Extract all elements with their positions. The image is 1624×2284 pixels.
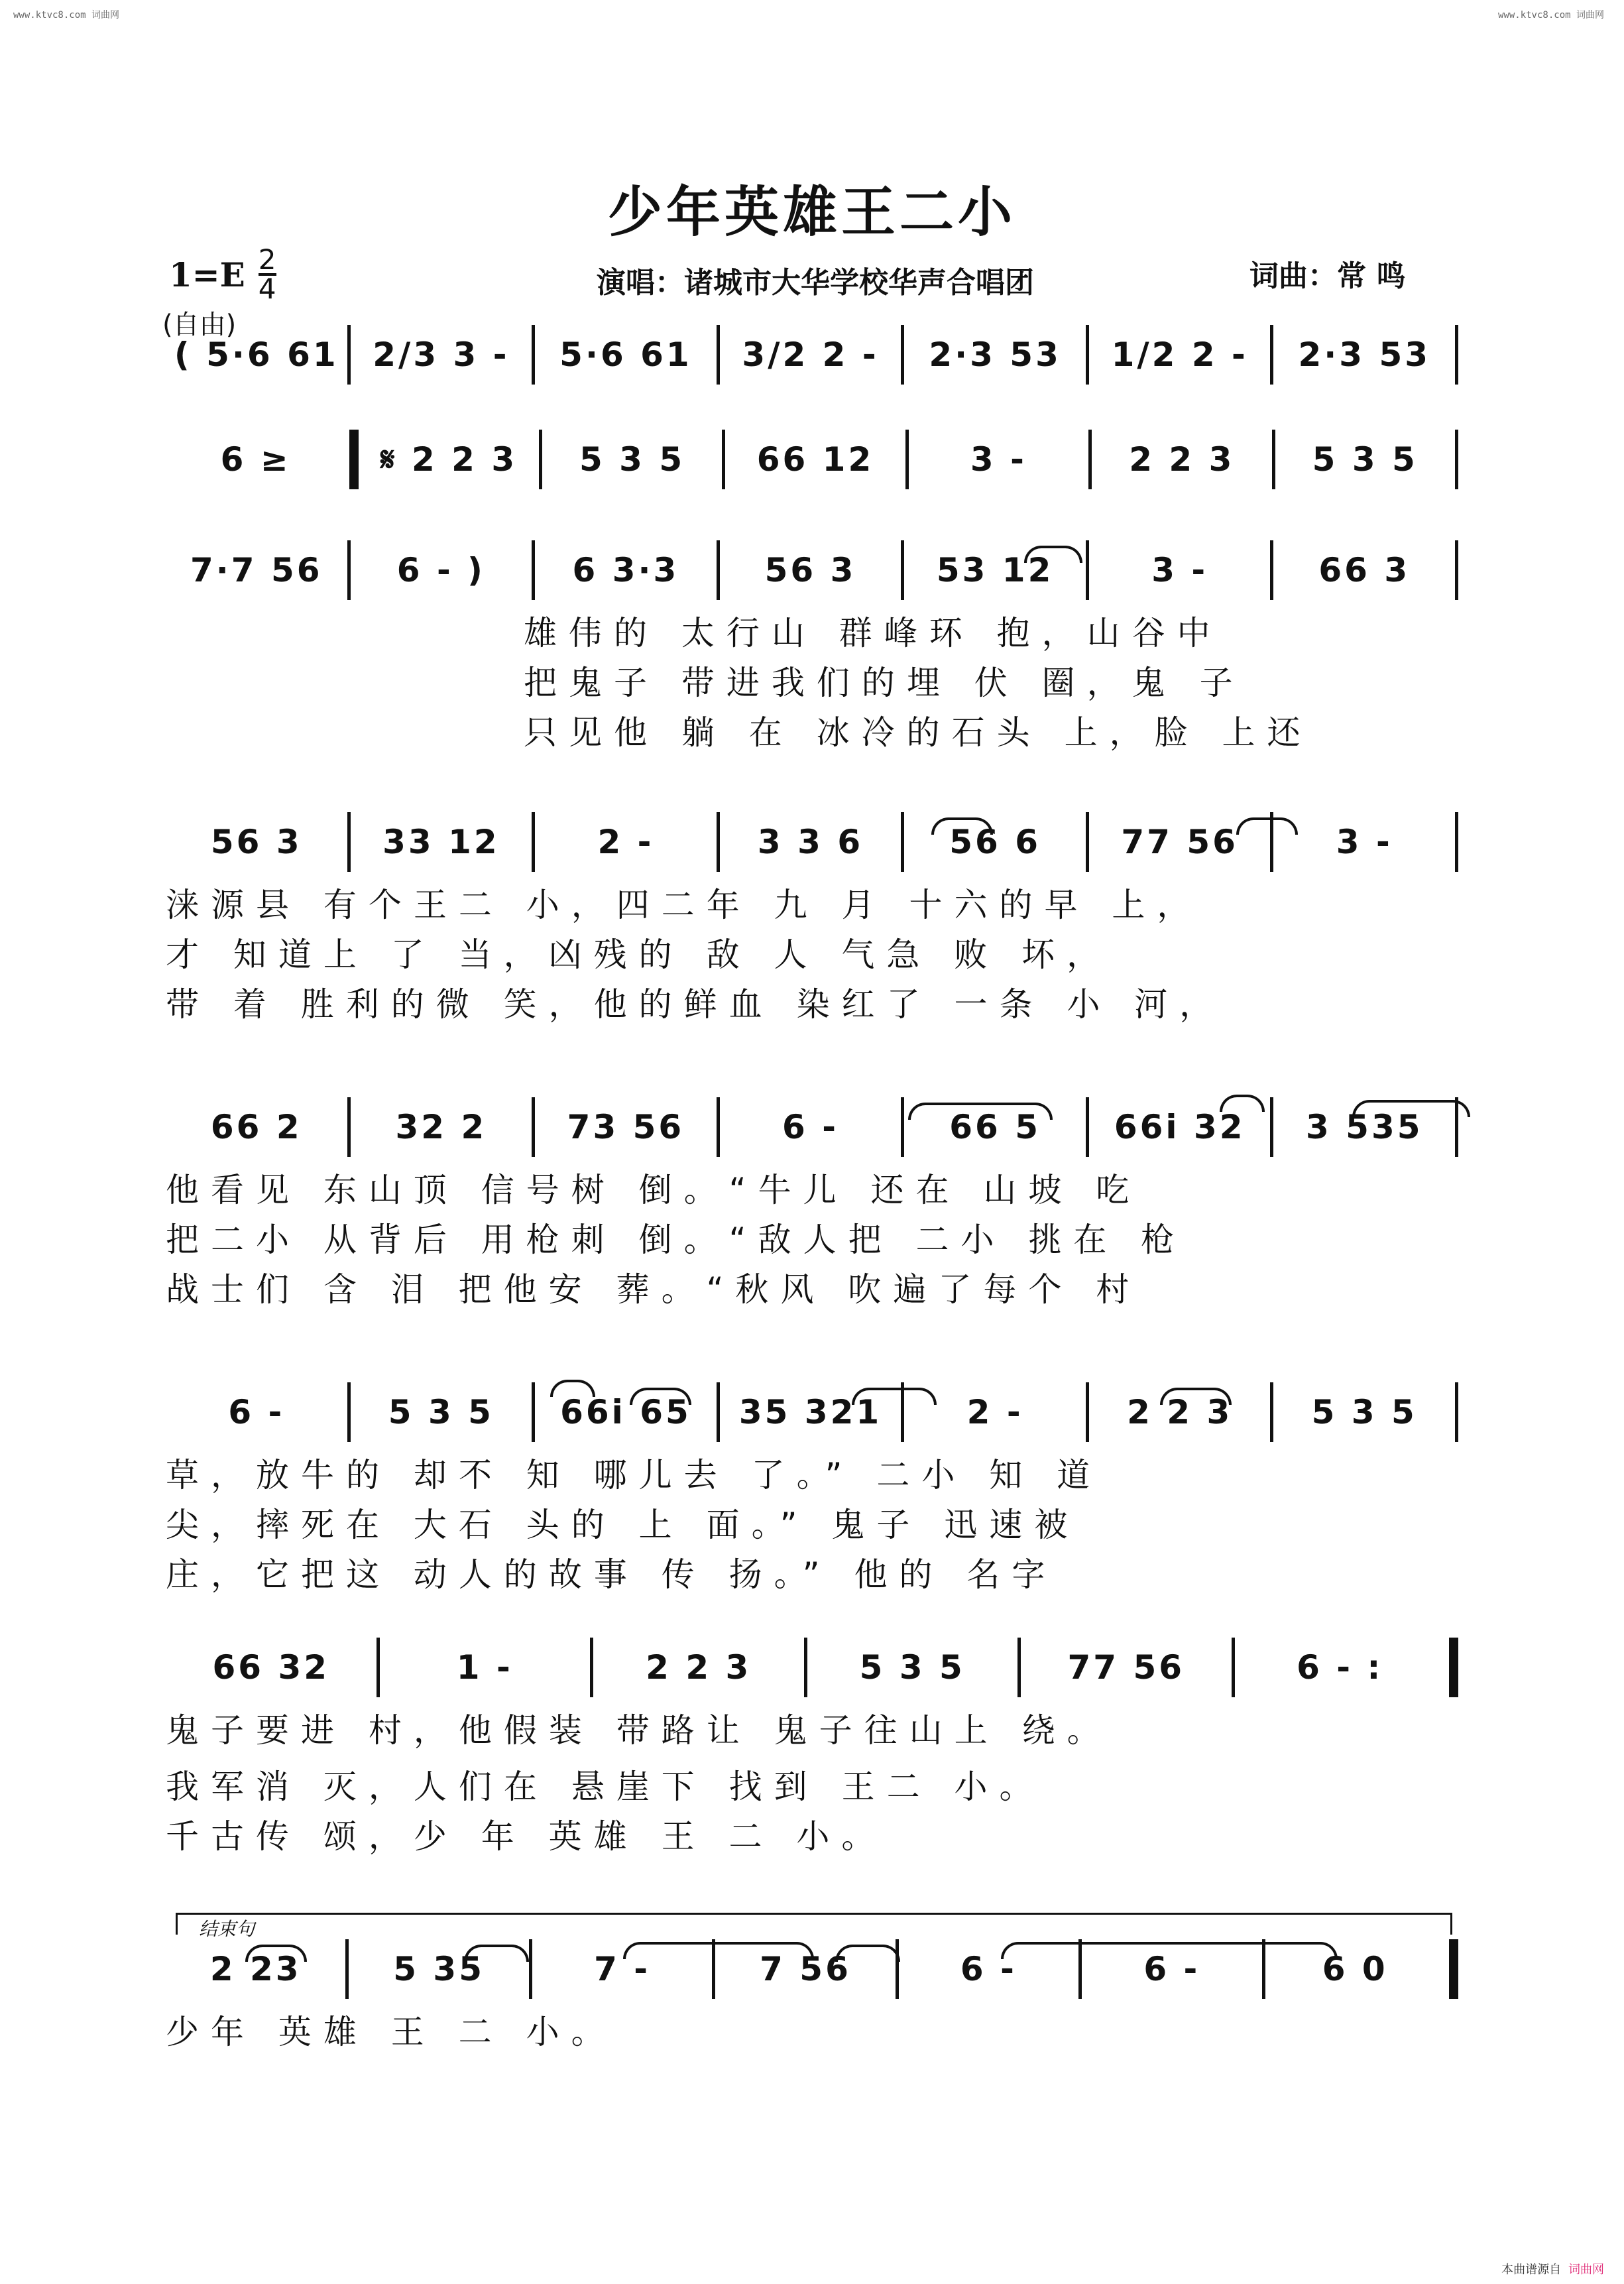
measure: 66 2	[210, 1108, 302, 1146]
staff-line-coda	[166, 1939, 1458, 2059]
slur	[630, 1388, 691, 1405]
staff-line-4	[166, 812, 1458, 1031]
measure: 2 23	[209, 1950, 302, 1988]
slur	[1024, 546, 1082, 563]
measure: 53 12	[936, 551, 1054, 589]
notes-line-3	[166, 540, 1458, 600]
lyric-verse-3: 千古传 颂，少 年 英雄 王 二 小。	[166, 1817, 887, 1856]
measure: 5 3 5	[1312, 440, 1418, 479]
measure: 6 0	[1322, 1950, 1388, 1988]
bar-line	[1455, 325, 1458, 385]
measure: 5 3 5	[1311, 1393, 1417, 1431]
measure: 66 12	[756, 440, 874, 479]
measure: 73 56	[567, 1108, 685, 1146]
time-signature	[258, 243, 276, 305]
lyric-verse-1: 鬼子要进 村，他假装 带路让 鬼子往山上 绕。	[166, 1711, 1112, 1750]
measure: 5 3 5	[579, 440, 685, 479]
measure: 1/2 2 -	[1111, 335, 1248, 374]
staff-line-1	[166, 325, 1458, 404]
lyric-verse-3: 只见他 躺 在 冰冷的石头 上，脸 上还	[524, 713, 1312, 752]
slur	[464, 1945, 529, 1962]
measure: 7 56	[760, 1950, 851, 1988]
lyric-verse-3: 庄，它把这 动人的故事 传 扬。” 他的 名字	[166, 1555, 1057, 1594]
staff-line-2	[166, 430, 1458, 509]
time-denominator: 4	[258, 272, 276, 305]
lyric-verse-1: 草，放牛的 却不 知 哪儿去 了。” 二小 知 道	[166, 1456, 1102, 1494]
measure: 6 -	[228, 1393, 285, 1431]
measure: 66 32	[212, 1648, 330, 1687]
measure: 3 -	[1336, 823, 1393, 861]
repeat-bar	[349, 430, 359, 489]
measure: 7 -	[594, 1950, 651, 1988]
performer-credit: 演唱：诸城市大华学校华声合唱团	[597, 266, 1034, 300]
slur	[835, 1945, 900, 1962]
bar-line	[1455, 540, 1458, 600]
notes-line-7	[166, 1638, 1458, 1697]
watermark-bottom-right	[1501, 2260, 1604, 2277]
time-numerator: 2	[258, 243, 276, 276]
measure: 5·6 61	[559, 335, 692, 374]
measure: 1 -	[456, 1648, 513, 1687]
slur	[931, 817, 993, 835]
measure: 5 3 5	[388, 1393, 494, 1431]
notes-line-5	[166, 1097, 1458, 1157]
bar-line	[1455, 430, 1458, 489]
final-bar	[1449, 1939, 1458, 1999]
measure: 56 6	[949, 823, 1041, 861]
lyric-verse-3: 战士们 含 泪 把他安 葬。“秋风 吹遍了每个 村	[166, 1270, 1141, 1309]
measure: 2 2 3	[646, 1648, 752, 1687]
measure: 5 35	[393, 1950, 485, 1988]
lyric-verse-1: 涞源县 有个王二 小，四二年 九 月 十六的早 上，	[166, 886, 1202, 924]
slur	[1352, 1100, 1470, 1117]
staff-line-3	[166, 540, 1458, 759]
measure: 6 - )	[396, 551, 485, 589]
lyric-verse-2: 把鬼子 带进我们的埋 伏 圈，鬼 子	[524, 664, 1245, 702]
measure: 2·3 53	[1298, 335, 1431, 374]
lyric-verse-2: 才 知道上 了 当，凶残的 敌 人 气急 败 坏，	[166, 935, 1112, 974]
measure: 3 -	[970, 440, 1027, 479]
measure: 2·3 53	[929, 335, 1061, 374]
measure: 2/3 3 -	[373, 335, 510, 374]
measure: 2 2 3	[1129, 440, 1235, 479]
tempo-marking: (自由)	[162, 310, 237, 340]
slur	[1160, 1388, 1232, 1405]
coda-bracket	[176, 1913, 1452, 1935]
slur	[852, 1388, 937, 1405]
staff-line-6	[166, 1382, 1458, 1601]
key-signature	[169, 243, 276, 305]
slur	[245, 1945, 307, 1962]
lyric-verse-2: 尖，摔死在 大石 头的 上 面。” 鬼子 迅速被	[166, 1506, 1080, 1544]
measure: 32 2	[395, 1108, 487, 1146]
lyric-verse-2: 把二小 从背后 用枪刺 倒。“敌人把 二小 挑在 枪	[166, 1221, 1187, 1259]
measure: 35 321	[738, 1393, 882, 1431]
measure: 3 535	[1305, 1108, 1423, 1146]
lyric-verse-2: 我军消 灭，人们在 悬崖下 找到 王二 小。	[166, 1768, 1045, 1806]
lyric-coda: 少年 英雄 王 二 小。	[166, 2013, 616, 2051]
measure: 66i 65	[560, 1393, 691, 1431]
measure: 6 -	[782, 1108, 839, 1146]
measure: 3 3 6	[757, 823, 864, 861]
key-label: 1=E	[169, 255, 245, 294]
measure: 3/2 2 -	[742, 335, 879, 374]
measure: 2 -	[597, 823, 654, 861]
repeat-end-bar	[1449, 1638, 1458, 1697]
coda-label: 结束句	[199, 1918, 255, 1940]
lyric-verse-1: 他看见 东山顶 信号树 倒。“牛儿 还在 山坡 吃	[166, 1171, 1141, 1209]
page-title: 少年英雄王二小	[607, 180, 1016, 244]
measure: 5 3 5	[859, 1648, 965, 1687]
watermark-source-label: 本曲谱源自	[1501, 2263, 1562, 2277]
measure: 𝄋 2 2 3	[380, 440, 518, 479]
measure: 66 5	[949, 1108, 1041, 1146]
slur	[908, 1103, 1053, 1120]
measure: 3 -	[1151, 551, 1208, 589]
measure: 66i 32	[1114, 1108, 1246, 1146]
staff-line-7	[166, 1638, 1458, 1856]
measure: 6 ≥	[220, 440, 291, 479]
measure: 2 -	[966, 1393, 1023, 1431]
notes-line-6	[166, 1382, 1458, 1442]
watermark-top-right: www.ktvc8.com 词曲网	[1497, 10, 1604, 21]
measure: 77 56	[1067, 1648, 1185, 1687]
watermark-top-left: www.ktvc8.com 词曲网	[13, 10, 120, 21]
measure: 6 -	[1143, 1950, 1200, 1988]
lyric-verse-1: 雄伟的 太行山 群峰环 抱，山谷中	[524, 614, 1222, 652]
notes-line-1	[166, 325, 1458, 385]
measure: 6 - :	[1297, 1648, 1383, 1687]
slur	[623, 1942, 814, 1959]
bar-line	[1455, 1382, 1458, 1442]
slur	[1236, 817, 1298, 835]
composer-credit: 词曲：常 鸣	[1249, 259, 1406, 293]
measure: 56 3	[210, 823, 302, 861]
measure: 6 3·3	[572, 551, 679, 589]
measure: 66 3	[1318, 551, 1411, 589]
measure: ( 5·6 61	[174, 335, 339, 374]
lyric-verse-3: 带 着 胜利的微 笑，他的鲜血 染红了 一条 小 河，	[166, 985, 1225, 1024]
measure: 56 3	[764, 551, 856, 589]
staff-line-5	[166, 1097, 1458, 1316]
measure: 77 56	[1121, 823, 1238, 861]
watermark-site-label: 词曲网	[1568, 2263, 1604, 2277]
measure: 7·7 56	[190, 551, 323, 589]
measure: 33 12	[382, 823, 500, 861]
measure: 2 2 3	[1127, 1393, 1233, 1431]
measure: 6 -	[960, 1950, 1017, 1988]
notes-line-2	[166, 430, 1458, 489]
slur	[1001, 1942, 1338, 1959]
bar-line	[1455, 812, 1458, 872]
